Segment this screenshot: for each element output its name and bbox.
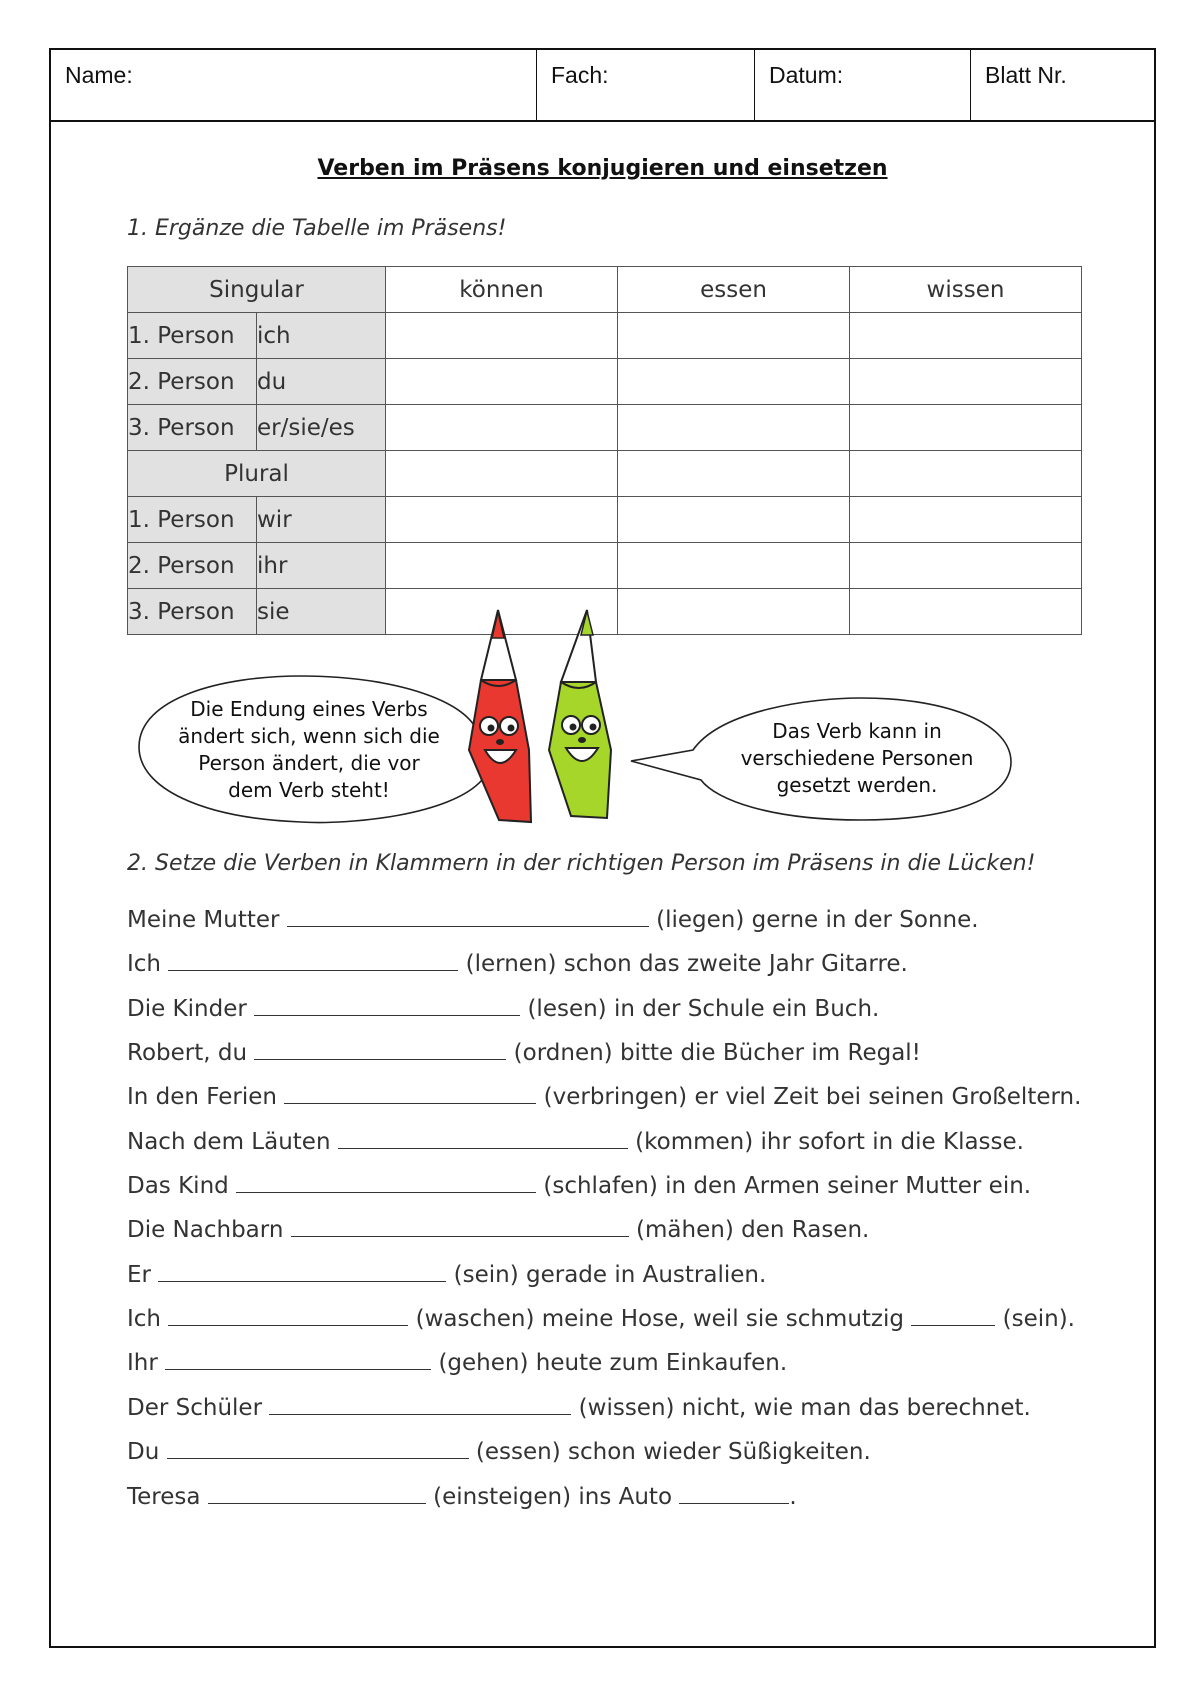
task1-instruction: 1. Ergänze die Tabelle im Präsens! xyxy=(127,216,507,241)
exercise-line xyxy=(127,1482,797,1510)
green-pencil-icon xyxy=(549,610,611,818)
person-cell: 1. Person xyxy=(128,313,257,359)
sentence-start: Die Nachbarn xyxy=(127,1217,284,1243)
exercise-line xyxy=(127,1260,766,1288)
sentence-start: In den Ferien xyxy=(127,1084,278,1110)
sentence-start: Er xyxy=(127,1262,151,1288)
person-cell: 2. Person xyxy=(128,359,257,405)
answer-blank[interactable] xyxy=(284,1082,536,1104)
page-title: Verben im Präsens konjugieren und einsetzen xyxy=(317,156,888,181)
answer-blank[interactable] xyxy=(911,1304,995,1326)
plural-header: Plural xyxy=(128,451,386,497)
task2-instruction: 2. Setze die Verben in Klammern in der richtigen Person im Präsens in die Lücken! xyxy=(127,851,1036,876)
exercise-line xyxy=(127,1393,1031,1421)
sentence-end: (sein). xyxy=(1002,1306,1075,1332)
pronoun-cell: ich xyxy=(257,313,386,359)
sheet-number-label: Blatt Nr. xyxy=(985,62,1067,88)
verb-header: können xyxy=(386,267,618,313)
sentence-end: (mähen) den Rasen. xyxy=(636,1217,870,1243)
answer-blank[interactable] xyxy=(158,1260,446,1282)
worksheet-frame xyxy=(49,48,1156,1648)
singular-header: Singular xyxy=(128,267,386,313)
verb-header: essen xyxy=(618,267,850,313)
sentence-end: (ordnen) bitte die Bücher im Regal! xyxy=(513,1040,921,1066)
person-cell: 1. Person xyxy=(128,497,257,543)
answer-blank[interactable] xyxy=(338,1127,628,1149)
exercise-line xyxy=(127,1171,1031,1199)
name-label: Name: xyxy=(65,62,133,88)
sentence-start: Ihr xyxy=(127,1350,158,1376)
answer-blank[interactable] xyxy=(291,1215,629,1237)
pronoun-cell: sie xyxy=(257,589,386,635)
person-cell: 2. Person xyxy=(128,543,257,589)
exercise-line xyxy=(127,994,879,1022)
answer-blank[interactable] xyxy=(287,905,649,927)
answer-blank[interactable] xyxy=(254,1038,506,1060)
bubble-line: Person ändert, die vor xyxy=(198,751,420,775)
bubble-line: verschiedene Personen xyxy=(740,746,974,770)
sentence-start: Das Kind xyxy=(127,1173,229,1199)
bubble-line: Das Verb kann in xyxy=(772,719,942,743)
sentence-start: Du xyxy=(127,1439,160,1465)
bubble-line: gesetzt werden. xyxy=(776,773,938,797)
red-pencil-icon xyxy=(469,610,531,822)
pronoun-cell: ihr xyxy=(257,543,386,589)
sentence-end: (sein) gerade in Australien. xyxy=(453,1262,767,1288)
bubble-line: ändert sich, wenn sich die xyxy=(178,724,440,748)
sentence-end: (wissen) nicht, wie man das berechnet. xyxy=(578,1395,1031,1421)
sentence-end: (kommen) ihr sofort in die Klasse. xyxy=(635,1129,1024,1155)
sentence-end: (liegen) gerne in der Sonne. xyxy=(656,907,979,933)
answer-blank[interactable] xyxy=(679,1482,789,1504)
bubble-line: dem Verb steht! xyxy=(228,778,390,802)
bubble-line: Die Endung eines Verbs xyxy=(190,697,428,721)
sentence-end: (einsteigen) ins Auto xyxy=(433,1484,673,1510)
pronoun-cell: du xyxy=(257,359,386,405)
sentence-start: Meine Mutter xyxy=(127,907,280,933)
sentence-start: Ich xyxy=(127,951,162,977)
sentence-start: Teresa xyxy=(127,1484,201,1510)
sentence-end: (essen) schon wieder Süßigkeiten. xyxy=(475,1439,871,1465)
answer-blank[interactable] xyxy=(269,1393,571,1415)
answer-blank[interactable] xyxy=(165,1348,431,1370)
date-label: Datum: xyxy=(769,62,844,88)
exercise-line xyxy=(127,1127,1024,1155)
sentence-start: Robert, du xyxy=(127,1040,248,1066)
sentence-end: (lesen) in der Schule ein Buch. xyxy=(527,996,880,1022)
exercise-line xyxy=(127,949,908,977)
exercise-line xyxy=(127,1304,1075,1332)
sentence-start: Die Kinder xyxy=(127,996,247,1022)
exercise-line xyxy=(127,1348,787,1376)
exercise-line xyxy=(127,1082,1081,1110)
answer-blank[interactable] xyxy=(167,1437,469,1459)
verb-header: wissen xyxy=(850,267,1082,313)
answer-blank[interactable] xyxy=(168,949,458,971)
left-bubble-text xyxy=(159,696,459,804)
answer-blank[interactable] xyxy=(168,1304,408,1326)
sentence-end: (gehen) heute zum Einkaufen. xyxy=(438,1350,788,1376)
sentence-start: Ich xyxy=(127,1306,162,1332)
exercise-line xyxy=(127,905,979,933)
sentence-end: (verbringen) er viel Zeit bei seinen Großeltern. xyxy=(543,1084,1082,1110)
sentence-end: . xyxy=(789,1484,797,1510)
answer-blank[interactable] xyxy=(254,994,520,1016)
person-cell: 3. Person xyxy=(128,405,257,451)
sentence-end: (lernen) schon das zweite Jahr Gitarre. xyxy=(465,951,908,977)
sentence-start: Nach dem Läuten xyxy=(127,1129,331,1155)
exercise-line xyxy=(127,1038,921,1066)
exercise-line xyxy=(127,1215,869,1243)
answer-blank[interactable] xyxy=(236,1171,536,1193)
sentence-end: (schlafen) in den Armen seiner Mutter ein. xyxy=(543,1173,1032,1199)
right-bubble-text xyxy=(709,718,1005,799)
person-cell: 3. Person xyxy=(128,589,257,635)
subject-label: Fach: xyxy=(551,62,609,88)
pronoun-cell: er/sie/es xyxy=(257,405,386,451)
exercise-line xyxy=(127,1437,871,1465)
answer-blank[interactable] xyxy=(208,1482,426,1504)
sentence-start: Der Schüler xyxy=(127,1395,263,1421)
sentence-end: (waschen) meine Hose, weil sie schmutzig xyxy=(415,1306,904,1332)
pronoun-cell: wir xyxy=(257,497,386,543)
